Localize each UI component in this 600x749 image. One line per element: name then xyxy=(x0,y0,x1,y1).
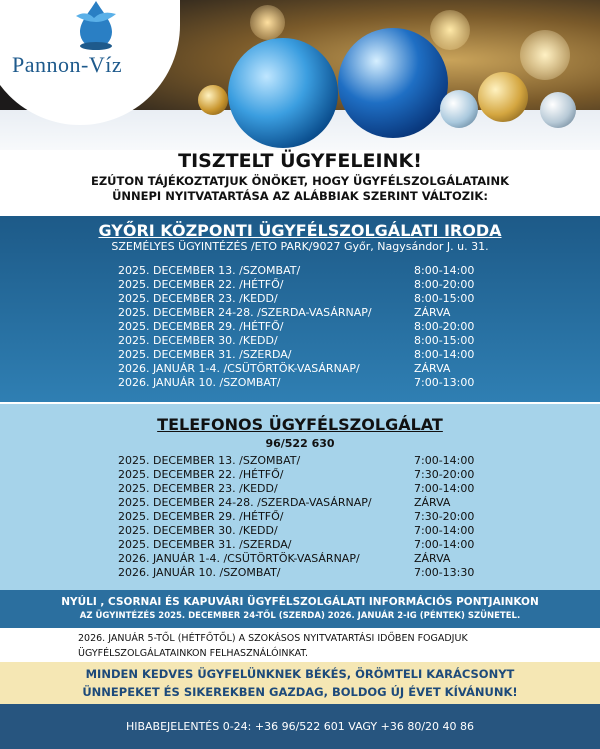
schedule-date: 2026. JANUÁR 1-4. /CSÜTÖRTÖK-VASÁRNAP/ xyxy=(118,552,360,565)
schedule-date: 2025. DECEMBER 13. /SZOMBAT/ xyxy=(118,454,301,467)
office-title: GYŐRI KÖZPONTI ÜGYFÉLSZOLGÁLATI IRODA xyxy=(98,221,502,240)
schedule-row xyxy=(118,468,498,482)
schedule-row xyxy=(118,552,498,566)
normal-line-1: 2026. JANUÁR 5-TŐL (HÉTFŐTŐL) A SZOKÁSOS NYITVATARTÁSI IDŐBEN FOGADJUK xyxy=(78,633,468,644)
bokeh-light xyxy=(430,10,470,50)
schedule-row xyxy=(118,510,498,524)
ornament-gold xyxy=(198,85,228,115)
schedule-hours: 7:00-14:00 xyxy=(414,454,475,467)
schedule-date: 2025. DECEMBER 29. /HÉTFŐ/ xyxy=(118,510,284,523)
schedule-hours: 8:00-14:00 xyxy=(414,264,475,277)
schedule-row xyxy=(118,278,498,292)
schedule-date: 2025. DECEMBER 31. /SZERDA/ xyxy=(118,348,292,361)
schedule-row xyxy=(118,264,498,278)
office-section xyxy=(0,216,600,402)
wishes-line-2: ÜNNEPEKET ÉS SIKEREKBEN GAZDAG, BOLDOG ÚJ ÉVET KÍVÁNUNK! xyxy=(82,685,518,699)
schedule-hours: 8:00-14:00 xyxy=(414,348,475,361)
schedule-row xyxy=(118,538,498,552)
ornament-blue xyxy=(228,38,338,148)
schedule-hours: 7:00-14:00 xyxy=(414,524,475,537)
schedule-row xyxy=(118,496,498,510)
bokeh-light xyxy=(520,30,570,80)
intro-line-2: ÜNNEPI NYITVATARTÁSA AZ ALÁBBIAK SZERINT VÁLTOZIK: xyxy=(112,189,488,203)
office-address xyxy=(0,240,600,253)
schedule-hours: 8:00-15:00 xyxy=(414,292,475,305)
schedule-hours: ZÁRVA xyxy=(414,552,451,565)
schedule-hours: 7:00-14:00 xyxy=(414,538,475,551)
holiday-wishes xyxy=(0,662,600,704)
schedule-row xyxy=(118,566,498,580)
info-line-1: NYÚLI , CSORNAI ÉS KAPUVÁRI ÜGYFÉLSZOLGÁLATI INFORMÁCIÓS PONTJAINKON xyxy=(61,596,539,608)
address-street: 9027 Győr, Nagysándor J. u. 31. xyxy=(312,240,489,253)
logo-badge xyxy=(0,0,180,125)
schedule-date: 2025. DECEMBER 23. /KEDD/ xyxy=(118,482,278,495)
wishes-line-1: MINDEN KEDVES ÜGYFELÜNKNEK BÉKÉS, ÖRÖMTELI KARÁCSONYT xyxy=(85,667,515,681)
phone-title: TELEFONOS ÜGYFÉLSZOLGÁLAT xyxy=(157,415,443,434)
intro-line-1: EZÚTON TÁJÉKOZTATJUK ÖNÖKET, HOGY ÜGYFÉLSZOLGÁLATAINK xyxy=(90,174,509,188)
ornament-silver xyxy=(540,92,576,128)
schedule-date: 2025. DECEMBER 22. /HÉTFŐ/ xyxy=(118,468,284,481)
water-drop-icon xyxy=(66,0,126,56)
brand-name: Pannon-Víz xyxy=(12,52,123,77)
phone-section xyxy=(0,404,600,590)
schedule-hours: 7:00-13:30 xyxy=(414,566,475,579)
schedule-hours: ZÁRVA xyxy=(414,496,451,509)
schedule-hours: 7:30-20:00 xyxy=(414,510,475,523)
schedule-date: 2025. DECEMBER 29. /HÉTFŐ/ xyxy=(118,320,284,333)
schedule-row xyxy=(118,320,498,334)
schedule-hours: 8:00-15:00 xyxy=(414,334,475,347)
schedule-date: 2025. DECEMBER 24-28. /SZERDA-VASÁRNAP/ xyxy=(118,496,372,509)
normal-line-2: ÜGYFÉLSZOLGÁLATAINKON FELHASZNÁLÓINKAT. xyxy=(78,648,309,659)
page-title: TISZTELT ÜGYFELEINK! xyxy=(178,150,422,172)
intro xyxy=(0,150,600,216)
schedule-date: 2025. DECEMBER 30. /KEDD/ xyxy=(118,524,278,537)
schedule-row xyxy=(118,454,498,468)
schedule-row xyxy=(118,348,498,362)
schedule-hours: 8:00-20:00 xyxy=(414,320,475,333)
phone-number: 96/522 630 xyxy=(265,437,335,450)
info-points-notice xyxy=(0,590,600,628)
ornament-silver xyxy=(440,90,478,128)
info-line-2: AZ ÜGYINTÉZÉS 2025. DECEMBER 24-TŐL (SZERDA) 2026. JANUÁR 2-IG (PÉNTEK) SZÜNETEL. xyxy=(79,611,521,621)
bokeh-light xyxy=(250,5,285,40)
schedule-row xyxy=(118,292,498,306)
schedule-date: 2026. JANUÁR 10. /SZOMBAT/ xyxy=(118,376,281,389)
schedule-hours: 7:30-20:00 xyxy=(414,468,475,481)
address-label: SZEMÉLYES ÜGYINTÉZÉS /ETO PARK/ xyxy=(111,240,313,253)
ornament-gold xyxy=(478,72,528,122)
schedule-date: 2025. DECEMBER 24-28. /SZERDA-VASÁRNAP/ xyxy=(118,306,372,319)
schedule-hours: ZÁRVA xyxy=(414,362,451,375)
schedule-date: 2025. DECEMBER 23. /KEDD/ xyxy=(118,292,278,305)
normal-hours-notice xyxy=(70,628,546,662)
schedule-row xyxy=(118,524,498,538)
schedule-row xyxy=(118,334,498,348)
phone-schedule xyxy=(118,454,498,580)
ornament-blue xyxy=(338,28,448,138)
schedule-hours: 8:00-20:00 xyxy=(414,278,475,291)
schedule-hours: ZÁRVA xyxy=(414,306,451,319)
hotline-footer: HIBABEJELENTÉS 0-24: +36 96/522 601 VAGY +36 80/20 40 86 xyxy=(0,704,600,749)
schedule-row xyxy=(118,362,498,376)
schedule-hours: 7:00-13:00 xyxy=(414,376,475,389)
schedule-date: 2025. DECEMBER 22. /HÉTFŐ/ xyxy=(118,278,284,291)
schedule-row xyxy=(118,482,498,496)
schedule-date: 2025. DECEMBER 31. /SZERDA/ xyxy=(118,538,292,551)
schedule-date: 2026. JANUÁR 1-4. /CSÜTÖRTÖK-VASÁRNAP/ xyxy=(118,362,360,375)
hero-image xyxy=(0,0,600,150)
schedule-row xyxy=(118,306,498,320)
schedule-hours: 7:00-14:00 xyxy=(414,482,475,495)
schedule-date: 2025. DECEMBER 30. /KEDD/ xyxy=(118,334,278,347)
schedule-row xyxy=(118,376,498,390)
schedule-date: 2026. JANUÁR 10. /SZOMBAT/ xyxy=(118,566,281,579)
office-schedule xyxy=(118,264,498,390)
schedule-date: 2025. DECEMBER 13. /SZOMBAT/ xyxy=(118,264,301,277)
